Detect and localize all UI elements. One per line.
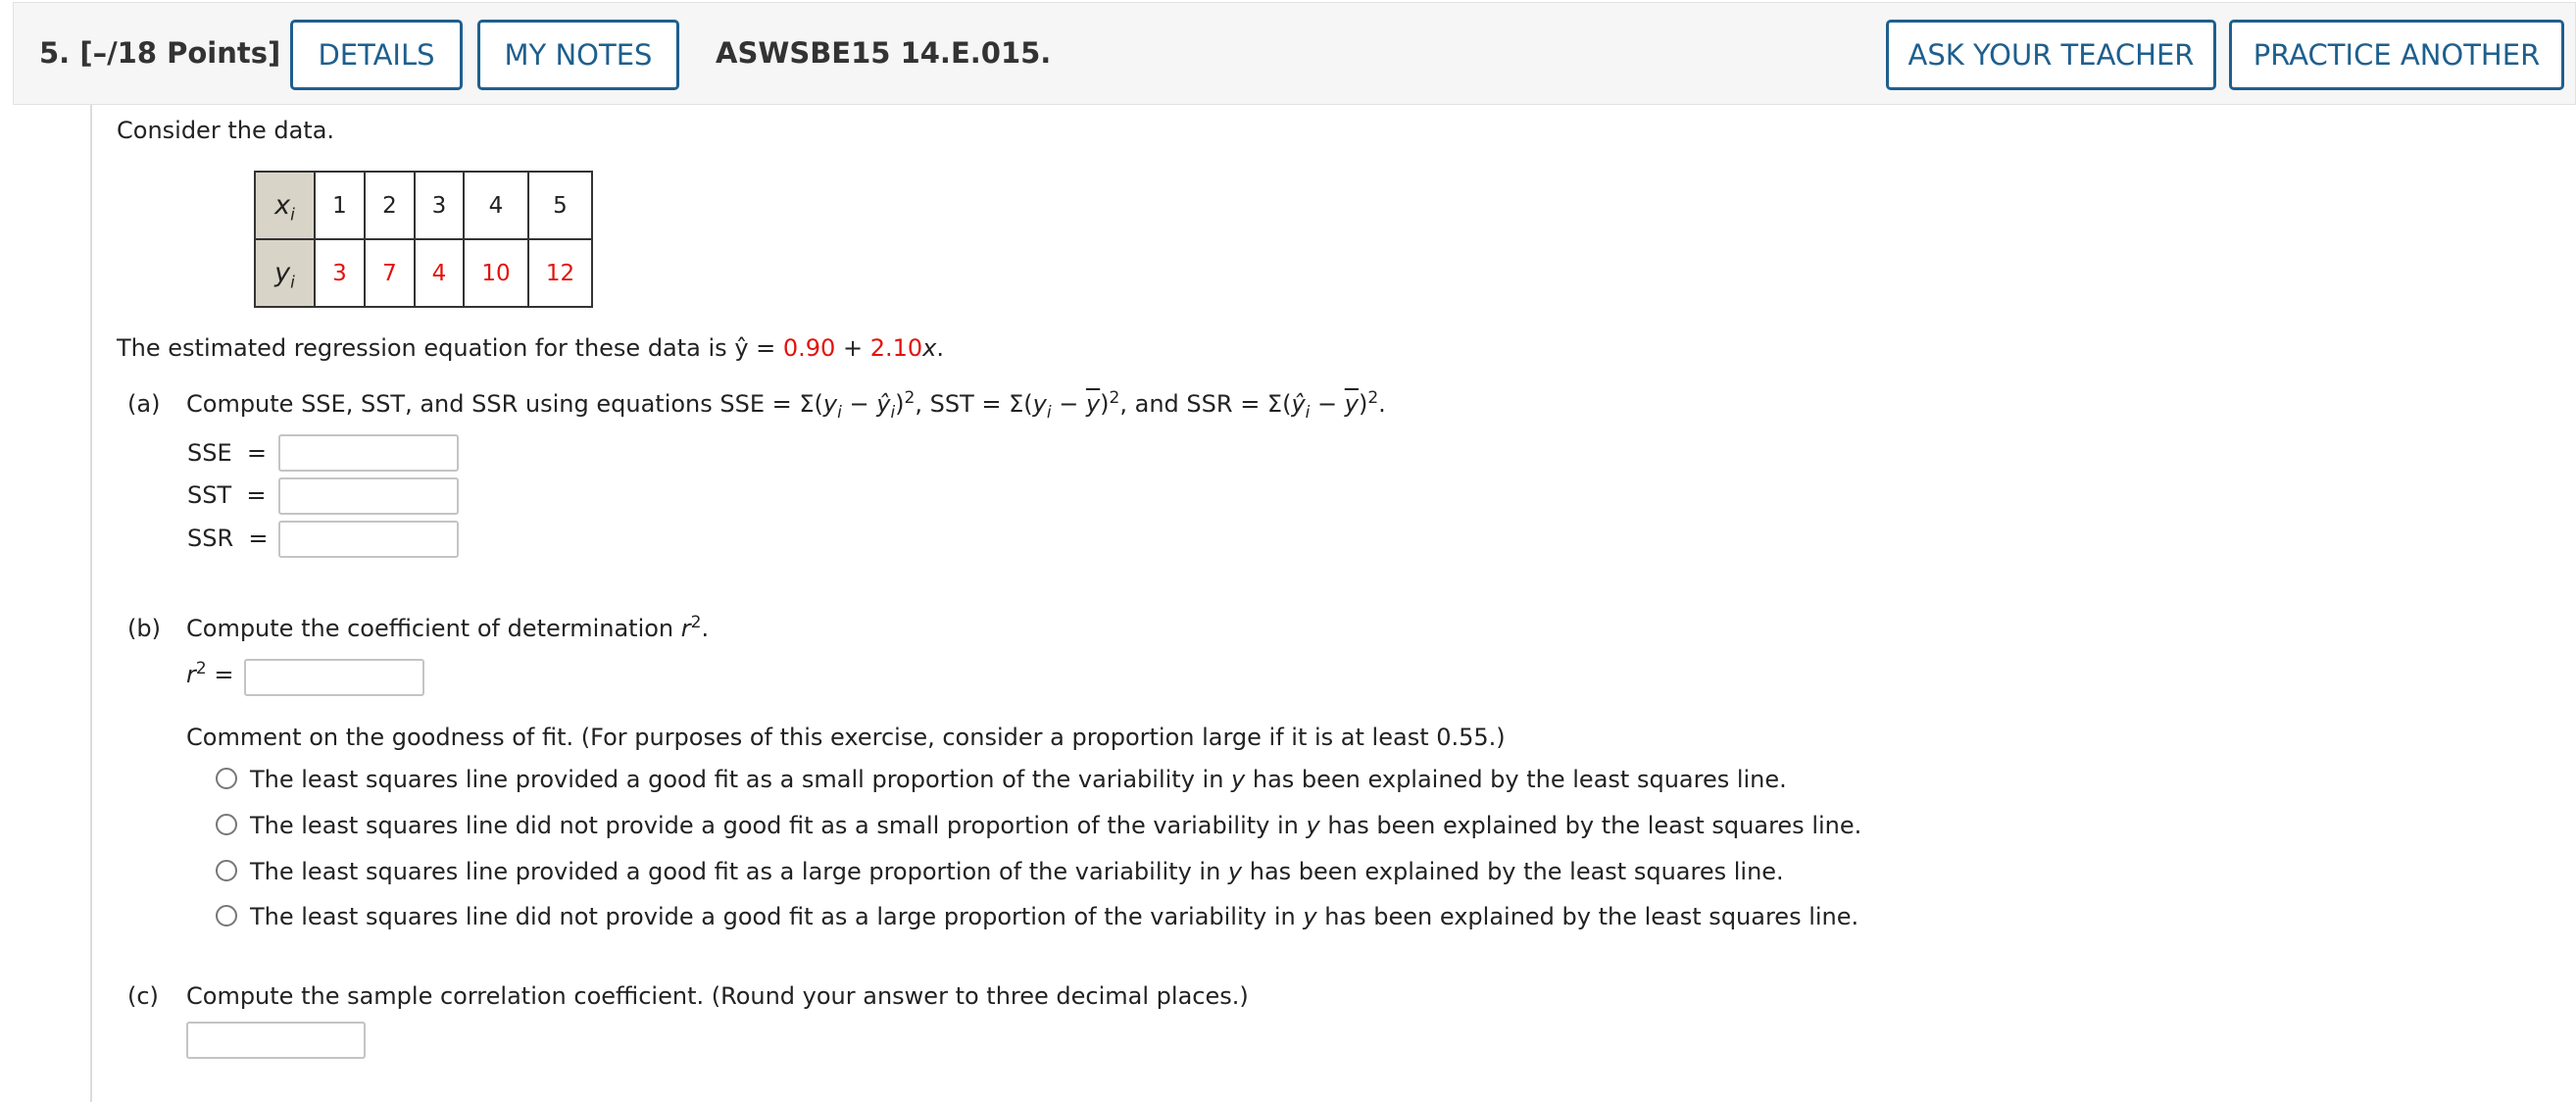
part-c-prompt: Compute the sample correlation coefficient. (Round your answer to three decimal places.) — [186, 982, 1249, 1010]
part-a-label: (a) — [127, 390, 161, 418]
fit-option-label-3: The least squares line provided a good fit as a large proportion of the variability in y has been explained by the least squares line. — [250, 858, 1784, 885]
fit-option-radio-4[interactable] — [216, 905, 237, 927]
practice-another-button[interactable]: PRACTICE ANOTHER — [2229, 20, 2564, 90]
intro-text: Consider the data. — [117, 117, 335, 144]
part-b-label: (b) — [127, 615, 161, 642]
my-notes-button[interactable]: MY NOTES — [477, 20, 679, 90]
slope-value: 2.10 — [869, 334, 923, 362]
correlation-input[interactable] — [186, 1022, 366, 1059]
sst-label: SST = — [187, 481, 267, 509]
part-a-prompt: Compute SSE, SST, and SSR using equations SSE = $\Sigma(y_i$ − $ŷ_i)^2$, SST = $\Sigma(y_i - \overline{y})^2$, and SSR = $\Sigma(ŷ_i - \overline{y})^2$. — [186, 388, 1386, 423]
question-code: ASWSBE15 14.E.015. — [716, 36, 1052, 70]
fit-option-label-4: The least squares line did not provide a good fit as a large proportion of the variability in y has been explained by the least squares line. — [250, 903, 1859, 930]
points-label: [–/18 Points] — [79, 36, 281, 70]
intercept-value: 0.90 — [782, 334, 836, 362]
ask-your-teacher-button[interactable]: ASK YOUR TEACHER — [1886, 20, 2216, 90]
x-header: $x_i$ — [255, 172, 315, 239]
y-header: $y_i$ — [255, 239, 315, 307]
table-cell: 7 — [365, 239, 415, 307]
question-number: 5. [–/18 Points] — [39, 36, 281, 70]
table-cell: 4 — [415, 239, 464, 307]
table-cell: 1 — [315, 172, 365, 239]
fit-option-radio-3[interactable] — [216, 860, 237, 881]
ssr-input[interactable] — [278, 521, 459, 558]
part-c-label: (c) — [127, 982, 159, 1010]
sse-input[interactable] — [278, 434, 459, 472]
table-cell: 3 — [415, 172, 464, 239]
ssr-label: SSR = — [187, 525, 269, 552]
table-row-y — [255, 239, 592, 307]
data-table — [254, 171, 593, 308]
sse-label: SSE = — [187, 439, 268, 467]
fit-option-label-1: The least squares line provided a good fit as a small proportion of the variability in y has been explained by the least squares line. — [250, 766, 1787, 793]
details-button[interactable]: DETAILS — [290, 20, 463, 90]
fit-option-radio-1[interactable] — [216, 768, 237, 789]
r2-input[interactable] — [244, 659, 424, 696]
table-cell: 4 — [464, 172, 528, 239]
goodness-of-fit-prompt: Comment on the goodness of fit. (For purposes of this exercise, consider a proportion large if it is at least 0.55.) — [186, 724, 1506, 751]
table-cell: 2 — [365, 172, 415, 239]
table-cell: 3 — [315, 239, 365, 307]
table-cell: 12 — [528, 239, 592, 307]
fit-option-label-2: The least squares line did not provide a good fit as a small proportion of the variability in y has been explained by the least squares line. — [250, 812, 1862, 839]
regression-equation: The estimated regression equation for these data is ŷ = 0.90 + 2.10x. — [117, 334, 944, 362]
r2-label: $r^2$ = — [186, 659, 234, 688]
fit-option-radio-2[interactable] — [216, 814, 237, 835]
question-header — [13, 2, 2576, 105]
table-row-x — [255, 172, 592, 239]
table-cell: 10 — [464, 239, 528, 307]
part-b-prompt: Compute the coefficient of determination $r^2$. — [186, 613, 710, 642]
table-cell: 5 — [528, 172, 592, 239]
content-left-border — [90, 105, 92, 1102]
sst-input[interactable] — [278, 477, 459, 515]
